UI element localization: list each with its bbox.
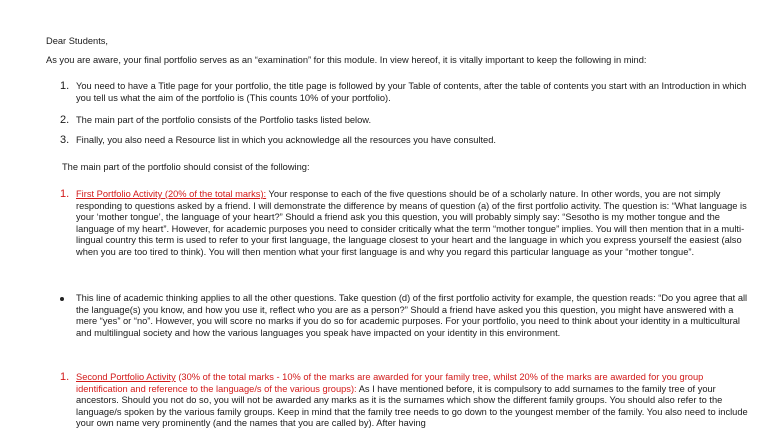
greeting: Dear Students, <box>46 36 109 46</box>
activity-2-heading: Second Portfolio Activity <box>76 372 176 382</box>
list-item-text: You need to have a Title page for your portfolio, the title page is followed by your Table of contents, after the table of contents you start with an Introduction in which you tell us what the aim of the portfolio is (This counts 10% of your portfolio). <box>76 81 747 103</box>
bullet-text: This line of academic thinking applies to all the other questions. Take question (d) of the first portfolio activity for example, the question reads: “Do you agree that all the language(s) you know, and how you use it, reflect who you are as a person?” Should a friend have asked you this question, you might have answered with a mere “yes” or “no”. However, you will score no marks if you do so for academic purposes. For your portfolio, you need to think about your identity in a multicultural and multilingual society and how the various languages you speak have impacted on your identity in this environment. <box>76 293 748 338</box>
list-item-text: Finally, you also need a Resource list in which you acknowledge all the resources you have consulted. <box>76 135 496 145</box>
list-number: 1. <box>60 80 70 92</box>
intro-paragraph: As you are aware, your final portfolio serves as an “examination” for this module. In view hereof, it is vitally important to keep the following in mind: <box>46 55 647 65</box>
activity-number: 1. <box>60 188 70 200</box>
list-item-text: The main part of the portfolio consists of the Portfolio tasks listed below. <box>76 115 372 125</box>
list-item <box>60 114 756 127</box>
activity-1 <box>60 188 756 258</box>
activity-number: 1. <box>60 371 70 383</box>
list-item <box>60 134 756 147</box>
activity-2 <box>60 371 756 430</box>
activity-1-text: Your response to each of the five questions should be of a scholarly nature. In other words, you are not simply responding to questions asked by a friend. I will demonstrate the difference by means of question (a) of the first portfolio activity. The question is: “What language is your ‘mother tongue’, the language of your heart?” Should a friend ask you this question, you will probably simply say: “Sesotho is my mother tongue and the language of my heart”. However, for academic purposes you need to consider critically what the term “mother tongue” implies. You will then mention that in a multi-lingual country this term is used to refer to your first language, the language closest to your heart and the language in which you express yourself the easiest (also when you are too tired to think). You will then mention what your first language is and why you regard this particular language as your “mother tongue”. <box>76 189 747 257</box>
bullet-icon <box>60 297 64 301</box>
list-number: 2. <box>60 114 70 126</box>
activity-2-text: As I have mentioned before, it is compulsory to add surnames to the family tree of your ancestors. Should you not do so, you will not be awarded any marks as it is the surnames which show the different family groups. You should also refer to the language/s spoken by the various family groups. Keep in mind that the family tree needs to go down to the youngest member of the family. You also need to include your own name very prominently (and the names that you are called by). After having <box>76 383 748 428</box>
activity-2-heading-rest: (30% of the total marks - 10% of the marks are awarded for your family tree, whilst 20% of the marks are awarded for you group identification and reference to the language/s of the various groups): <box>76 372 704 394</box>
bullet-paragraph <box>76 293 756 339</box>
list-number: 3. <box>60 134 70 146</box>
activity-1-heading: First Portfolio Activity (20% of the total marks): <box>76 189 267 199</box>
list-item <box>60 80 756 104</box>
main-part-intro: The main part of the portfolio should consist of the following: <box>62 162 310 172</box>
